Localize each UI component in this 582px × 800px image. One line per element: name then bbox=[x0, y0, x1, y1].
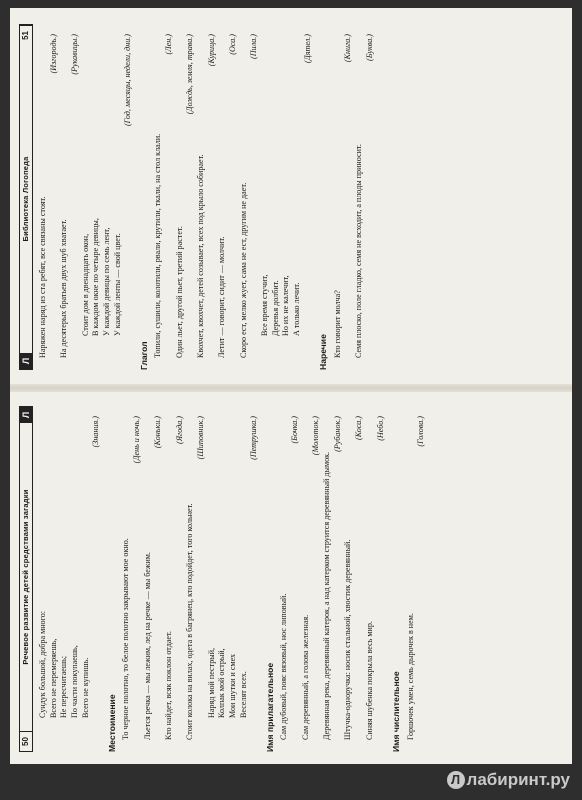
riddle-answer: (Петрушка.) bbox=[249, 416, 259, 460]
riddle-text: Один льет, другой пьет, третий растет. bbox=[174, 226, 184, 358]
riddle-text: Семя плоско, поле гладко, семя не всходит, а плоды приносит. bbox=[354, 144, 364, 358]
riddle-text: Стоит колока на вилах, одета в багрянец, кто подойдет, того кольнет. bbox=[185, 503, 195, 740]
verse-line: Всего не перемеряешь, bbox=[48, 638, 58, 718]
riddle-text: Льется речка — мы лежим, лед на речке — мы бежим. bbox=[142, 552, 152, 740]
verse-riddle bbox=[38, 406, 91, 752]
riddle-text: Сам деревянный, а голова железная. bbox=[300, 614, 310, 740]
verse-riddle bbox=[207, 406, 250, 752]
riddle-text: Летит — говорит, сидит — молчит. bbox=[217, 236, 227, 358]
logo-icon: Л bbox=[20, 353, 32, 369]
watermark bbox=[447, 770, 570, 790]
verse-line: В каждом окне по четыре девицы, bbox=[91, 218, 101, 336]
riddle-answer: (Коса.) bbox=[354, 416, 364, 440]
riddle-text: Кто говорит молча? bbox=[332, 290, 342, 358]
riddle-answer: (Знания.) bbox=[91, 416, 101, 448]
verse-line: Сундук большой, добра много: bbox=[38, 610, 47, 718]
riddle-text: Горшочек умен, семь дырочек в нем. bbox=[405, 613, 415, 740]
verse-riddle bbox=[260, 24, 303, 370]
riddle-answer: (Год, месяцы, недели, дни.) bbox=[123, 34, 133, 127]
verse-line: Но их не калечит, bbox=[281, 275, 291, 336]
riddle-answer: (Дятел.) bbox=[302, 34, 312, 64]
page-number: 50 bbox=[20, 731, 32, 751]
page-50 bbox=[10, 394, 572, 764]
riddle-text: Кто найдет, всяк поклон отдает. bbox=[164, 631, 174, 740]
verse-line: Все время стучит, bbox=[260, 274, 270, 336]
riddle-text: Скоро ест, мелко жует, сама не ест, другим не дает. bbox=[238, 182, 248, 358]
verse-line: Колпак мой острый, bbox=[217, 648, 227, 718]
riddle-answer: (Буква.) bbox=[364, 34, 374, 61]
riddle-answer: (Курица.) bbox=[206, 34, 216, 67]
riddle-answer: (Рубанок.) bbox=[332, 416, 342, 452]
section-heading-numeral: Имя числительное bbox=[391, 671, 402, 752]
riddle-text: Топили, сушили, колотили, рвали, крутили, ткали, на стол клали. bbox=[153, 133, 163, 358]
section-heading-adjective: Имя прилагательное bbox=[265, 662, 276, 752]
riddle-text: Штучка-одноручка: носик стальной, хвостик деревянный. bbox=[343, 539, 353, 740]
section-heading-verb: Глагол bbox=[139, 341, 150, 370]
verse-line: Деревья долбит. bbox=[270, 280, 280, 336]
header-title: Библиотека Логопеда bbox=[21, 156, 31, 242]
verse-riddle bbox=[81, 24, 124, 370]
section-heading-pronoun: Местоимение bbox=[107, 694, 118, 752]
verse-line: Наряд мой пестрый, bbox=[206, 647, 216, 718]
page-51-content bbox=[17, 20, 565, 374]
verse-line: У каждой ленты — свой цвет. bbox=[112, 233, 122, 336]
verse-line: Стоит дом в двенадцать окон, bbox=[80, 233, 90, 336]
book-spread bbox=[10, 8, 572, 764]
riddle-answer: (День и ночь.) bbox=[132, 416, 142, 464]
riddle-text: Деревянная река, деревянный катерок, а над катерком струится деревянный дымок. bbox=[322, 451, 332, 740]
riddle-text: То черное полотно, то белое полотно закрывают мое окно. bbox=[121, 538, 131, 740]
riddle-text: На десятерых братьев двух шуб хватает. bbox=[59, 219, 69, 358]
verse-line: По части покупаешь, bbox=[70, 645, 80, 718]
riddle-answer: (Книга.) bbox=[343, 34, 353, 63]
riddle-answer: (Небо.) bbox=[375, 416, 385, 441]
riddle-answer: (Лен.) bbox=[164, 34, 174, 55]
page-51 bbox=[10, 12, 572, 382]
riddle-answer: (Рукавицы.) bbox=[70, 34, 80, 75]
section-heading-adverb: Наречие bbox=[318, 334, 329, 370]
riddle-answer: (Дождь, земля, трава.) bbox=[185, 34, 195, 115]
riddle-text: Квохчет, квохчет, детей созывает, всех под крыло собирает. bbox=[196, 154, 206, 358]
book-fold bbox=[10, 384, 572, 392]
page-header bbox=[19, 406, 33, 752]
riddle-answer: (Изгородь.) bbox=[48, 34, 58, 74]
verse-line: Не пересчитаешь; bbox=[59, 655, 69, 718]
page-50-content bbox=[17, 402, 565, 756]
logo-icon: Л bbox=[20, 407, 32, 423]
riddle-answer: (Голова.) bbox=[416, 416, 426, 447]
riddle-text: Сам дубовый, пояс вязовый, нос липовый. bbox=[279, 593, 289, 740]
page-number: 51 bbox=[20, 25, 32, 45]
riddle-answer: (Шиповник.) bbox=[196, 416, 206, 460]
verse-line: Веселят всех. bbox=[238, 671, 248, 718]
verse-line: Мои шутки и смех bbox=[228, 653, 238, 718]
labirint-logo-icon: Л bbox=[447, 771, 465, 789]
riddle-answer: (Ягода.) bbox=[174, 416, 184, 444]
page-header bbox=[19, 24, 33, 370]
watermark-text: лабиринт.ру bbox=[466, 770, 570, 789]
header-title: Речевое развитие детей средствами загадки bbox=[21, 489, 31, 665]
riddle-text: Синяя шубенка покрыла весь мир. bbox=[364, 621, 374, 740]
riddle-answer: (Оса.) bbox=[228, 34, 238, 55]
riddle-answer: (Коньки.) bbox=[153, 416, 163, 449]
verse-line: Всего не купишь. bbox=[80, 657, 90, 718]
riddle-answer: (Бочка.) bbox=[290, 416, 300, 444]
riddle-text: Наряжен наряд из ста ребят, все связаны стоят. bbox=[38, 196, 47, 358]
riddle-answer: (Молоток.) bbox=[311, 416, 321, 456]
verse-line: У каждой девицы по семь лент, bbox=[102, 227, 112, 336]
riddle-answer: (Пила.) bbox=[249, 34, 259, 59]
verse-line: А только лечит. bbox=[292, 282, 302, 336]
